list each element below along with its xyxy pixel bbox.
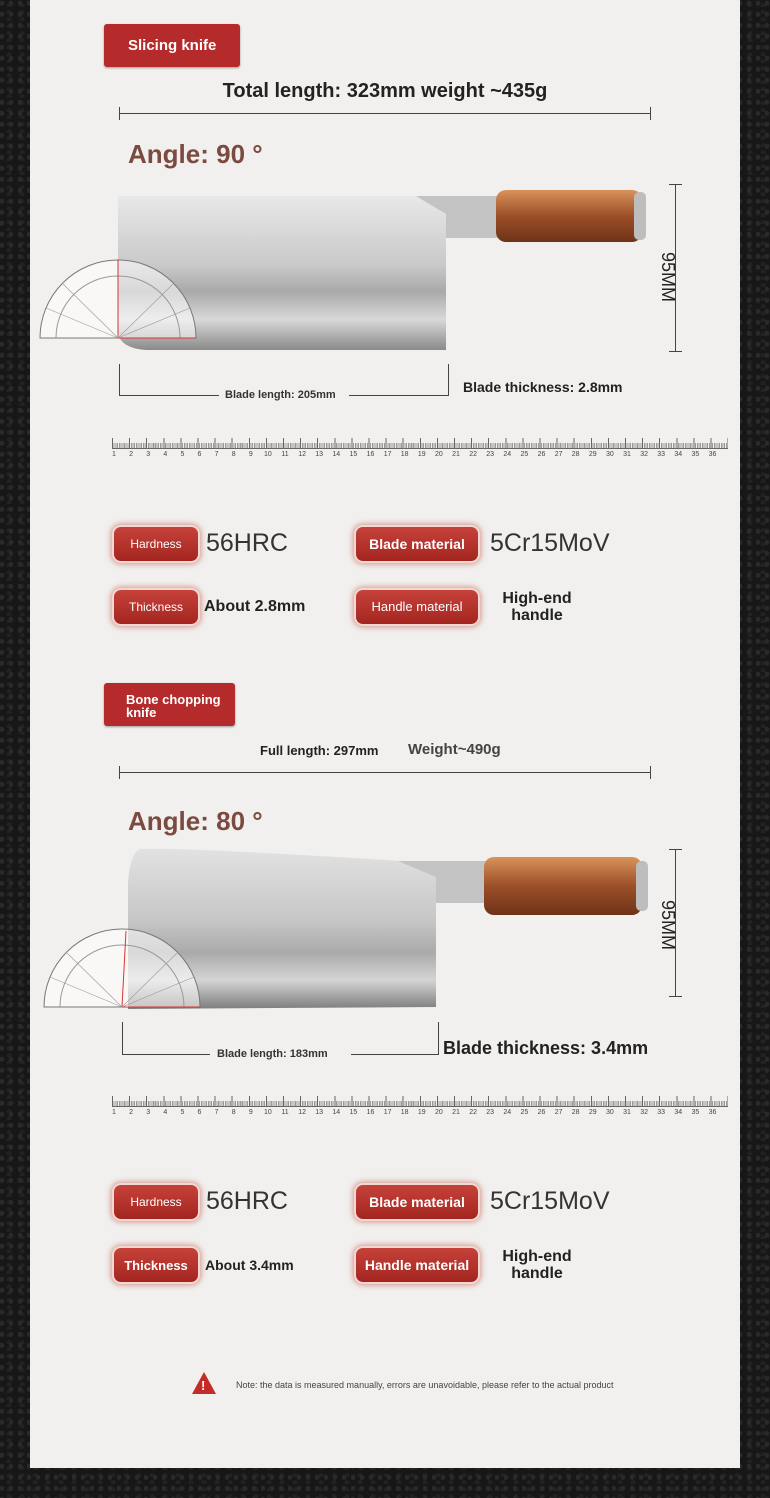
blade-length-cap-right-2 — [438, 1022, 439, 1055]
blade-length-line-left-2 — [122, 1054, 210, 1055]
ruler-number: 13 — [315, 451, 324, 458]
ruler-number: 31 — [623, 1109, 631, 1116]
ruler-number: 32 — [640, 451, 648, 458]
ruler-number: 32 — [640, 1109, 648, 1116]
ruler-number: 30 — [605, 451, 614, 458]
ruler-number: 23 — [486, 1109, 495, 1116]
ruler-number: 36 — [708, 1109, 717, 1116]
full-length-cap-left — [119, 766, 120, 779]
ruler-number: 19 — [417, 1109, 426, 1116]
ruler-number: 27 — [554, 451, 563, 458]
ruler-number: 5 — [180, 451, 185, 458]
blade-length-line-right-2 — [351, 1054, 439, 1055]
ruler-number: 27 — [554, 1109, 563, 1116]
ruler-number: 9 — [248, 1109, 253, 1116]
ruler-number: 6 — [197, 1109, 202, 1116]
angle-label-2: Angle: 80 ° — [128, 806, 263, 836]
total-length-weight: Total length: 323mm weight ~435g — [222, 80, 548, 102]
weight-label: Weight~490g — [408, 741, 501, 758]
disclaimer-note: Note: the data is measured manually, errors are unavoidable, please refer to the actual product — [236, 1380, 614, 1390]
ruler-number: 24 — [503, 451, 512, 458]
ruler-ticks — [112, 1096, 728, 1107]
ruler-number: 21 — [452, 1109, 460, 1116]
hardness-badge-2: Hardness — [114, 1185, 198, 1219]
ruler-number: 5 — [180, 1109, 185, 1116]
ruler-number: 12 — [298, 451, 306, 458]
ruler-number: 25 — [520, 451, 529, 458]
blade-length-cap-left-2 — [122, 1022, 123, 1055]
bone-chopping-knife-image — [40, 843, 660, 1018]
hardness-badge: Hardness — [114, 527, 198, 561]
ruler-number: 10 — [263, 451, 272, 458]
ruler-number: 24 — [503, 1109, 512, 1116]
blade-length-cap-right — [448, 364, 449, 396]
ruler-number: 14 — [332, 451, 341, 458]
blade-material-value: 5Cr15MoV — [490, 529, 610, 557]
ruler-number: 16 — [366, 451, 375, 458]
ruler-number: 8 — [231, 1109, 236, 1116]
full-length-cap-right — [650, 766, 651, 779]
thickness-badge-2: Thickness — [114, 1248, 198, 1282]
blade-length-label: Blade length: 205mm — [225, 389, 336, 401]
ruler-number: 29 — [588, 1109, 597, 1116]
ruler-number: 26 — [537, 451, 546, 458]
ruler-number: 15 — [349, 1109, 358, 1116]
ruler-number: 18 — [400, 451, 409, 458]
blade-length-cap-left — [119, 364, 120, 396]
ruler-number: 4 — [163, 451, 168, 458]
ruler-ticks — [112, 438, 728, 449]
handle-material-badge-2: Handle material — [356, 1248, 478, 1282]
thickness-value-2: About 3.4mm — [205, 1257, 294, 1273]
ruler-number: 19 — [417, 451, 426, 458]
ruler-numbers — [112, 1109, 728, 1121]
ruler-number: 3 — [146, 1109, 151, 1116]
total-length-line — [119, 113, 651, 114]
ruler-number: 6 — [197, 451, 202, 458]
blade-material-value-2: 5Cr15MoV — [490, 1187, 610, 1215]
ruler-numbers — [112, 451, 728, 463]
thickness-value: About 2.8mm — [204, 598, 306, 615]
ruler-2 — [112, 1096, 728, 1126]
handle-2 — [484, 857, 642, 915]
ruler-number: 16 — [366, 1109, 375, 1116]
ruler-number: 3 — [146, 451, 151, 458]
height-label-2: 95MM — [658, 900, 678, 951]
blade-material-badge: Blade material — [356, 527, 478, 561]
handle-value: High-end handle — [502, 590, 572, 624]
length-line-cap-right — [650, 107, 651, 120]
length-line-cap-left — [119, 107, 120, 120]
ruler-number: 4 — [163, 1109, 168, 1116]
ruler-number: 23 — [486, 451, 495, 458]
ruler-1 — [112, 438, 728, 468]
ruler-number: 18 — [400, 1109, 409, 1116]
handle-cap-1 — [634, 192, 646, 240]
handle-value-2: High-end handle — [502, 1248, 572, 1282]
height-label: 95MM — [658, 252, 678, 303]
handle-cap-2 — [636, 861, 648, 911]
ruler-number: 34 — [674, 1109, 683, 1116]
handle-1 — [496, 190, 642, 242]
ruler-number: 20 — [434, 1109, 443, 1116]
ruler-number: 33 — [657, 1109, 666, 1116]
ruler-number: 11 — [281, 1109, 289, 1116]
ruler-number: 7 — [214, 1109, 219, 1116]
ruler-number: 31 — [623, 451, 631, 458]
handle-material-badge: Handle material — [356, 590, 478, 624]
slicing-knife-tag: Slicing knife — [104, 24, 240, 67]
ruler-number: 29 — [588, 451, 597, 458]
ruler-number: 12 — [298, 1109, 306, 1116]
slicing-knife-image — [36, 180, 656, 360]
ruler-number: 35 — [691, 451, 700, 458]
ruler-number: 28 — [571, 451, 580, 458]
ruler-number: 13 — [315, 1109, 324, 1116]
ruler-number: 34 — [674, 451, 683, 458]
blade-length-line-left — [119, 395, 219, 396]
blade-material-badge-2: Blade material — [356, 1185, 478, 1219]
height-cap-bottom — [669, 351, 682, 352]
height-cap-top — [669, 184, 682, 185]
angle-label: Angle: 90 ° — [128, 139, 263, 169]
blade-thickness-label: Blade thickness: 2.8mm — [463, 379, 623, 395]
height-cap-bottom-2 — [669, 996, 682, 997]
ruler-number: 26 — [537, 1109, 546, 1116]
warning-icon: ! — [192, 1372, 216, 1394]
ruler-number: 28 — [571, 1109, 580, 1116]
height-cap-top-2 — [669, 849, 682, 850]
ruler-number: 22 — [469, 1109, 477, 1116]
ruler-number: 36 — [708, 451, 717, 458]
full-length-line — [119, 772, 651, 773]
hardness-value-2: 56HRC — [206, 1187, 288, 1215]
ruler-number: 15 — [349, 451, 358, 458]
ruler-number: 10 — [263, 1109, 272, 1116]
ruler-number: 1 — [112, 1109, 116, 1116]
ruler-number: 30 — [605, 1109, 614, 1116]
ruler-number: 22 — [469, 451, 477, 458]
ruler-number: 33 — [657, 451, 666, 458]
ruler-number: 25 — [520, 1109, 529, 1116]
ruler-number: 1 — [112, 451, 116, 458]
blade-length-label-2: Blade length: 183mm — [217, 1048, 328, 1060]
hardness-value: 56HRC — [206, 529, 288, 557]
ruler-number: 8 — [231, 451, 236, 458]
bone-chopping-knife-tag: Bone chopping knife — [104, 683, 235, 726]
ruler-number: 7 — [214, 451, 219, 458]
ruler-number: 11 — [281, 451, 289, 458]
ruler-number: 14 — [332, 1109, 341, 1116]
ruler-number: 20 — [434, 451, 443, 458]
blade-thickness-label-2: Blade thickness: 3.4mm — [443, 1038, 649, 1058]
ruler-number: 9 — [248, 451, 253, 458]
full-length-label: Full length: 297mm — [260, 743, 379, 758]
thickness-badge: Thickness — [114, 590, 198, 624]
ruler-number: 17 — [383, 1109, 392, 1116]
ruler-number: 2 — [129, 451, 134, 458]
ruler-number: 35 — [691, 1109, 700, 1116]
blade-length-line-right — [349, 395, 449, 396]
ruler-number: 2 — [129, 1109, 134, 1116]
ruler-number: 17 — [383, 451, 392, 458]
ruler-number: 21 — [452, 451, 460, 458]
